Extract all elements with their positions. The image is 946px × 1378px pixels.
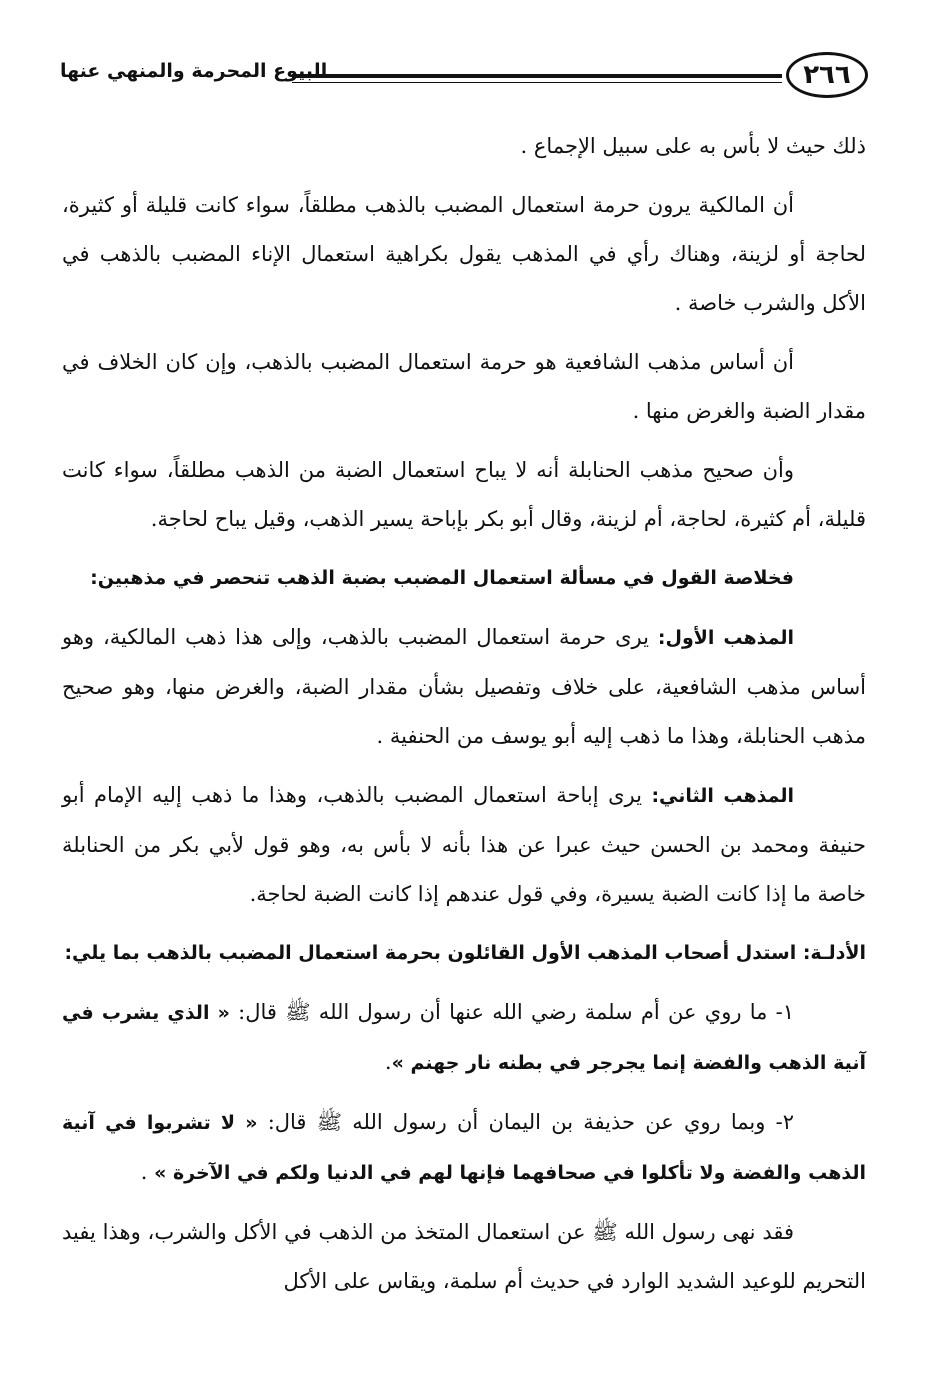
evidence-heading: الأدلـة: استدل أصحاب المذهب الأول القائلون بحرمة استعمال المضبب بالذهب بما يلي: bbox=[64, 942, 866, 964]
paragraph bbox=[62, 771, 866, 919]
paragraph bbox=[62, 1098, 866, 1198]
running-title: البيوع المحرمة والمنهي عنها bbox=[60, 60, 328, 82]
paragraph: أن أساس مذهب الشافعية هو حرمة استعمال المضبب بالذهب، وإن كان الخلاف في مقدار الضبة والغرض منها . bbox=[62, 350, 866, 423]
paragraph: أن المالكية يرون حرمة استعمال المضبب بالذهب مطلقاً، سواء كانت قليلة أو كثيرة، لحاجة أو لزينة، وهناك رأي في المذهب يقول بكراهية استعمال الإناء المضبب بالذهب في الأكل والشرب خاصة . bbox=[62, 193, 866, 315]
page-body bbox=[62, 122, 866, 1316]
paragraph-text: يرى حرمة استعمال المضبب بالذهب، وإلى هذا ذهب المالكية، وهو أساس مذهب الشافعية، على خلاف وتفصيل بشأن مقدار الضبة، والغرض منها، وهو صحيح مذهب الحنابلة، وهذا ما ذهب إليه أبو يوسف من الحنفية . bbox=[62, 625, 866, 748]
paragraph: ذلك حيث لا بأس به على سبيل الإجماع . bbox=[520, 134, 866, 158]
hadith-quote: « الذي يشرب في آنية الذهب والفضة إنما يجرجر في بطنه نار جهنم » bbox=[62, 1002, 866, 1074]
page-number: ٢٦٦ bbox=[786, 52, 868, 98]
paragraph-label: المذهب الثاني: bbox=[651, 785, 794, 807]
paragraph: فقد نهى رسول الله ﷺ عن استعمال المتخذ من الذهب في الأكل والشرب، وهذا يفيد التحريم للوعيد الشديد الوارد في حديث أم سلمة، ويقاس على الأكل bbox=[62, 1220, 866, 1293]
paragraph bbox=[62, 988, 866, 1088]
paragraph-text: يرى إباحة استعمال المضبب بالذهب، وهذا ما ذهب إليه الإمام أبو حنيفة ومحمد بن الحسن حيث عبرا عن هذا بأنه لا بأس به، وهو قول لأبي بكر من الحنابلة خاصة ما إذا كانت الضبة يسيرة، وفي قول عندهم إذا كانت الضبة لحاجة. bbox=[62, 783, 866, 906]
paragraph-end: . bbox=[140, 1160, 155, 1184]
paragraph: وأن صحيح مذهب الحنابلة أنه لا يباح استعمال الضبة من الذهب مطلقاً، سواء كانت قليلة، أم كثيرة، لحاجة، أم لزينة، وقال أبو بكر بإباحة يسير الذهب، وقيل يباح لحاجة. bbox=[62, 458, 866, 531]
paragraph-label: المذهب الأول: bbox=[657, 627, 794, 649]
paragraph-text: ٢- وبما روي عن حذيفة بن اليمان أن رسول الله ﷺ قال: bbox=[257, 1110, 794, 1134]
paragraph-text: ١- ما روي عن أم سلمة رضي الله عنها أن رسول الله ﷺ قال: bbox=[229, 1000, 794, 1024]
page-header bbox=[60, 52, 868, 108]
paragraph-end: . bbox=[384, 1050, 392, 1074]
hadith-quote: « لا تشربوا في آنية الذهب والفضة ولا تأكلوا في صحافهما فإنها لهم في الدنيا ولكم في الآخرة » bbox=[62, 1112, 866, 1184]
header-rule-thin bbox=[292, 82, 782, 83]
paragraph bbox=[62, 613, 866, 761]
header-rule-thick bbox=[292, 74, 782, 78]
summary-heading: فخلاصة القول في مسألة استعمال المضبب بضبة الذهب تنحصر في مذهبين: bbox=[90, 567, 794, 589]
